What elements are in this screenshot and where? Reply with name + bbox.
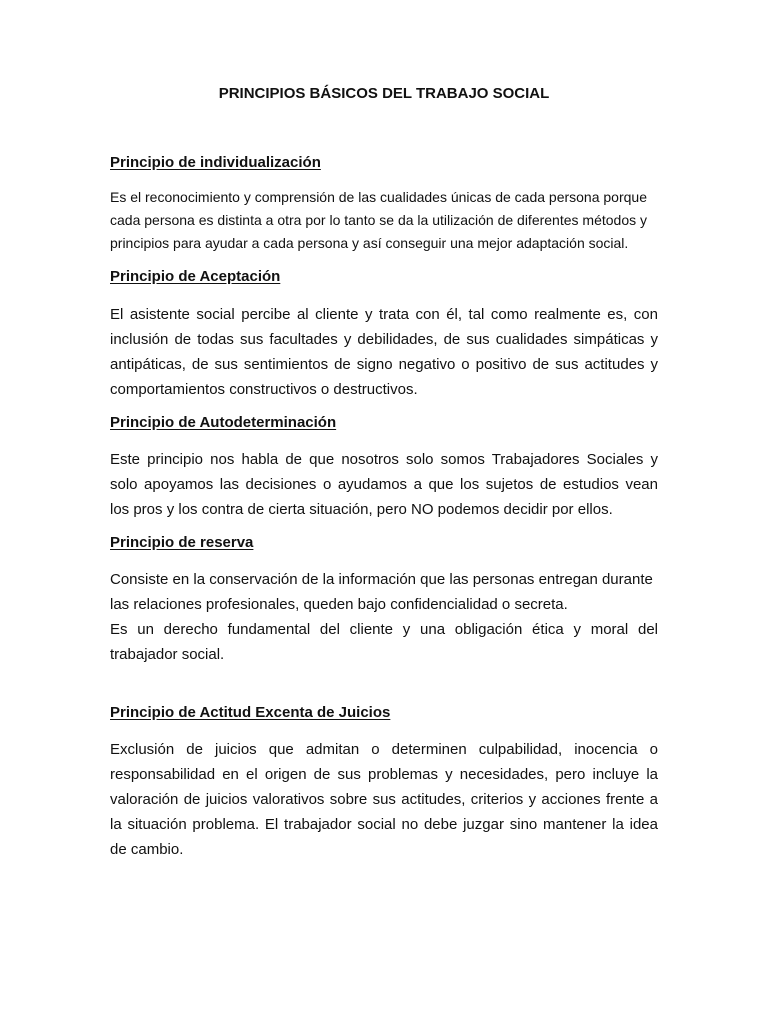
body-line: de cambio. [110,841,184,858]
section-heading-reserva: Principio de reserva [110,534,254,551]
body-line: solo apoyamos las decisiones o ayudamos a que los sujetos de estudios vean [110,476,658,493]
document-title: PRINCIPIOS BÁSICOS DEL TRABAJO SOCIAL [218,85,550,102]
body-line: comportamientos constructivos o destructivos. [110,381,418,398]
body-line: principios para ayudar a cada persona y así conseguir una mejor adaptación social. [110,235,629,251]
section-body-autodeterminacion [110,447,658,522]
body-line: Exclusión de juicios que admitan o determinen culpabilidad, inocencia o [110,741,658,758]
section-heading-individualizacion: Principio de individualización [110,154,321,171]
body-line: inclusión de todas sus facultades y debilidades, de sus cualidades simpáticas y [110,331,658,348]
section-body-actitud [110,737,658,862]
section-body-aceptacion [110,302,658,402]
section-heading-actitud: Principio de Actitud Excenta de Juicios [110,704,391,721]
section-heading-aceptacion: Principio de Aceptación [110,268,281,285]
body-line: la situación problema. El trabajador social no debe juzgar sino mantener la idea [110,816,658,833]
body-line: responsabilidad en el origen de sus problemas y necesidades, pero incluye la [110,766,658,783]
body-line: cada persona es distinta a otra por lo tanto se da la utilización de diferentes métodos y [110,212,647,228]
body-line: Consiste en la conservación de la información que las personas entregan durante [110,571,653,588]
section-heading-autodeterminacion: Principio de Autodeterminación [110,414,337,431]
section-body-individualizacion [110,186,658,255]
section-body-reserva [110,567,658,667]
body-line: antipáticas, de sus sentimientos de signo negativo o positivo de sus actitudes y [110,356,658,373]
body-line: Este principio nos habla de que nosotros solo somos Trabajadores Sociales y [110,451,658,468]
body-line: Es el reconocimiento y comprensión de las cualidades únicas de cada persona porque [110,189,647,205]
body-line: Es un derecho fundamental del cliente y una obligación ética y moral del [110,621,658,638]
body-line: El asistente social percibe al cliente y trata con él, tal como realmente es, con [110,306,658,323]
body-line: los pros y los contra de cierta situación, pero NO podemos decidir por ellos. [110,501,613,518]
body-line: valoración de juicios valorativos sobre sus actitudes, criterios y acciones frente a [110,791,658,808]
body-line: las relaciones profesionales, queden bajo confidencialidad o secreta. [110,596,568,613]
body-line: trabajador social. [110,646,225,663]
